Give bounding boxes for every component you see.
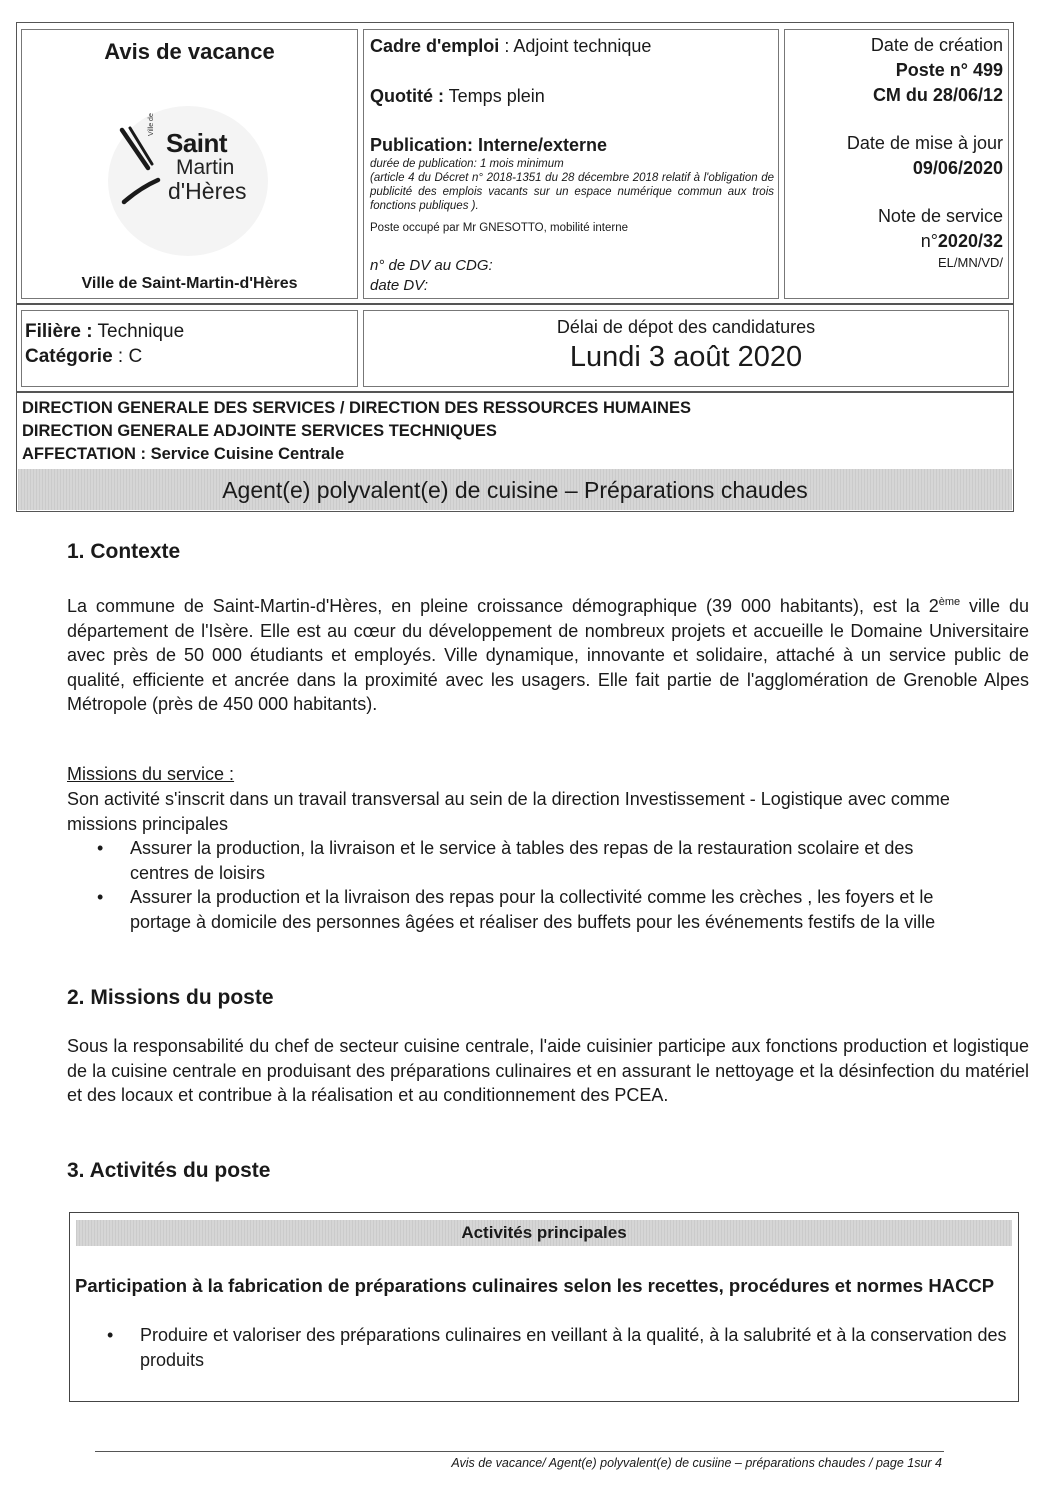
list-item: • Assurer la production et la livraison des repas pour la collectivité comme les crèches , les foyers et le portage à domicile des personnes âgées et réaliser des buffets pour les événements festifs de la ville [97,887,936,932]
cadre-value: : Adjoint technique [499,36,652,56]
publication-occupant: Poste occupé par Mr GNESOTTO, mobilité interne [370,222,628,234]
section1-paragraph [67,590,1029,717]
city-logo [96,102,286,252]
delai-cell [363,310,1009,387]
missions-service-list [67,836,967,934]
filiere-cell [21,310,358,387]
activities-list [77,1323,1017,1372]
page-title: Avis de vacance [104,39,275,64]
direction-line-2: DIRECTION GENERALE ADJOINTE SERVICES TECHNIQUES [22,422,497,440]
activities-heading: Participation à la fabrication de préparations culinaires selon les recettes, procédures et normes HACCP [75,1275,995,1296]
filiere-label: Filière : [25,321,93,342]
section1-text-a: La commune de Saint-Martin-d'Hères, en pleine croissance démographique (39 000 habitants), est la 2 [67,596,939,616]
section1-text-b: ville du département de l'Isère. Elle est au cœur du développement de nombreux projets et accueille le Domaine Universitaire avec près de 50 000 étudiants et employés. Ville dynamique, innovante et solidaire, attaché à un service public de qualité, efficiente et ancrée dans la proximité avec les usagers. Elle fait partie de l'agglomération de Grenoble Alpes Métropole (près de 450 000 habitants). [67,596,1029,714]
publication-legal: (article 4 du Décret n° 2018-1351 du 28 décembre 2018 relatif à l'obligation de publicité des emplois vacants sur un espace numérique commun aux trois fonctions publiques ). [370,172,774,212]
filiere-value: Technique [92,321,185,342]
logo-mark-icon [114,124,174,214]
affectation: AFFECTATION : Service Cuisine Centrale [22,445,345,463]
header-right-cell [784,29,1009,299]
cm-date: CM du 28/06/12 [872,85,1003,105]
cadre-label: Cadre d'emploi [370,36,500,56]
categorie [25,346,142,368]
section2-paragraph: Sous la responsabilité du chef de secteur cuisine centrale, l'aide cuisinier participe aux fonctions production et logistique de la cuisine centrale en produisant des préparations culinaires et en assurant le nettoyage et la désinfection du matériel et des locaux et contribue à la réalisation et au conditionnement des PCEA. [67,1036,1029,1105]
section1-title: 1. Contexte [67,540,181,563]
city-name: Ville de Saint-Martin-d'Hères [81,275,298,292]
list-item: • Assurer la production, la livraison et le service à tables des repas de la restauration scolaire et des centres de loisirs [97,838,914,883]
dv-date: date DV: [370,277,429,294]
job-title: Agent(e) polyvalent(e) de cuisine – Préparations chaudes [222,477,808,503]
header-left-cell [21,29,358,299]
delai-label: Délai de dépot des candidatures [556,317,816,337]
note-ref: EL/MN/VD/ [937,255,1003,270]
publication-duration: durée de publication: 1 mois minimum [370,158,564,170]
logo-line1: Saint [166,128,228,158]
missions-service-intro: Son activité s'inscrit dans un travail transversal au sein de la direction Investissement - Logistique avec comme missions principales [67,789,950,834]
activities-header: Activités principales [461,1223,627,1242]
note-num: 2020/32 [937,231,1003,251]
footer-rule [95,1451,944,1452]
section3-title: 3. Activités du poste [67,1159,271,1182]
note-prefix: n° [920,231,938,251]
cadre-emploi [370,36,651,57]
quotite-value: Temps plein [444,86,545,106]
section2-title: 2. Missions du poste [67,986,274,1009]
bullet-text: Assurer la production et la livraison des repas pour la collectivité comme les crèches , les foyers et le portage à domicile des personnes âgées et réaliser des buffets pour les événements festifs de la ville [130,887,936,932]
publication-title: Publication: Interne/externe [370,135,608,155]
logo-line2: Martin [176,156,235,179]
categorie-value: : C [112,346,143,367]
missions-service-label: Missions du service : [67,764,235,784]
logo-line3: d'Hères [168,178,247,204]
update-date: 09/06/2020 [912,158,1003,178]
list-item: • Produire et valoriser des préparations culinaires en veillant à la qualité, à la salubrité et à la conservation des produits [107,1325,1007,1370]
direction-line-1: DIRECTION GENERALE DES SERVICES / DIRECTION DES RESSOURCES HUMAINES [22,399,691,417]
poste-number: Poste n° 499 [895,60,1003,80]
bullet-text: Assurer la production, la livraison et le service à tables des repas de la restauration scolaire et des centres de loisirs [130,838,914,883]
dv-cdg: n° de DV au CDG: [370,257,493,274]
note-label: Note de service [877,206,1003,226]
footer-text: Avis de vacance/ Agent(e) polyvalent(e) de cusiine – préparations chaudes / page 1sur 4 [451,1456,942,1470]
filiere [25,321,184,343]
delai-date: Lundi 3 août 2020 [569,341,803,373]
bullet-text: Produire et valoriser des préparations culinaires en veillant à la qualité, à la salubrité et à la conservation des produits [140,1325,1007,1370]
section1-sup: ème [938,596,961,608]
note-number [921,231,1003,252]
update-label: Date de mise à jour [846,133,1003,153]
creation-label: Date de création [870,35,1003,55]
quotite [370,86,545,107]
header-middle-cell [363,29,779,299]
logo-small-text: Ville de [148,113,155,136]
categorie-label: Catégorie [25,346,113,367]
quotite-label: Quotité : [370,86,444,106]
